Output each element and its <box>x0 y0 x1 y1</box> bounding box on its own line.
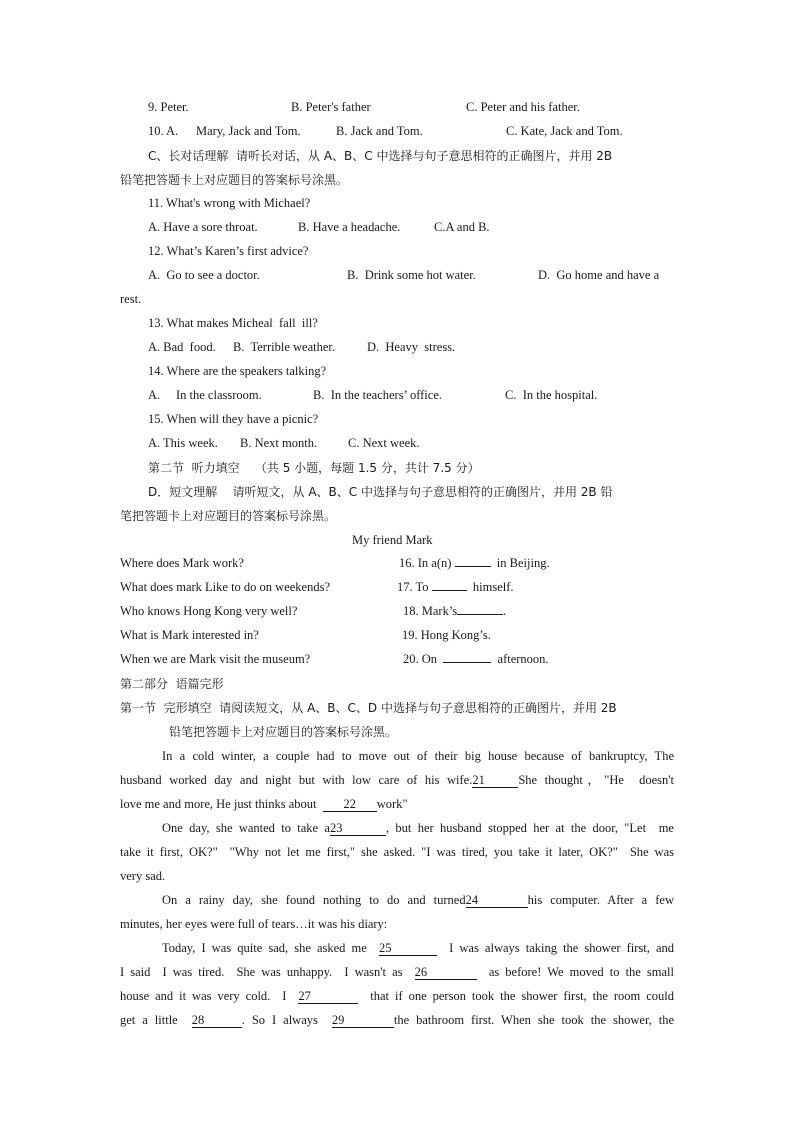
table-row-answer: 16. In a(n) in Beijing. <box>399 556 550 570</box>
q9-option-b: B. Peter's father <box>291 100 371 114</box>
q14-option-a-letter: A. <box>148 388 161 402</box>
passage-line: Today, I was quite sad, she asked me 25 I was always taking the shower first, and <box>162 941 675 955</box>
answer-blank-17[interactable] <box>432 590 467 591</box>
table-row-question: What is Mark interested in? <box>120 628 259 642</box>
cloze-instruction-cont: 铅笔把答题卡上对应题目的答案标号涂黑。 <box>169 725 398 739</box>
q14-stem: 14. Where are the speakers talking? <box>148 364 327 378</box>
q13-stem: 13. What makes Micheal fall ill? <box>148 316 318 330</box>
answer-blank-16[interactable] <box>455 566 491 567</box>
section-c-instruction-cont: 铅笔把答题卡上对应题目的答案标号涂黑。 <box>120 173 349 187</box>
cloze-blank-24[interactable]: 24 <box>466 893 528 908</box>
q12-option-a: A. Go to see a doctor. <box>148 268 260 282</box>
cloze-blank-26[interactable]: 26 <box>415 965 477 980</box>
answer-blank-18[interactable] <box>457 614 503 615</box>
q11-option-b: B. Have a headache. <box>298 220 401 234</box>
table-row-answer: 18. Mark’s . <box>403 604 507 618</box>
section-c-instruction: C、长对话理解 请听长对话，从 A、B、C 中选择与句子意思相符的正确图片，并用 2B <box>148 149 613 163</box>
passage-line: take it first, OK?" "Why not let me first," she asked. "I was tired, you take it later, OK?" She was <box>120 845 674 859</box>
passage-line: get a little 28 . So I always 29 the bathroom first. When she took the shower, the <box>120 1013 675 1027</box>
cloze-blank-27[interactable]: 27 <box>298 989 358 1004</box>
part-2-heading: 第二部分 语篇完形 <box>120 677 224 691</box>
q12-stem: 12. What’s Karen’s first advice? <box>148 244 309 258</box>
cloze-blank-21[interactable]: 21 <box>472 773 518 788</box>
cloze-blank-28[interactable]: 28 <box>192 1013 242 1028</box>
q12-option-d-cont: rest. <box>120 292 142 306</box>
passage-line: minutes, her eyes were full of tears…it was his diary: <box>120 917 388 931</box>
q13-option-a: A. Bad food. <box>148 340 216 354</box>
q15-option-b: B. Next month. <box>240 436 318 450</box>
q10-option-a: Mary, Jack and Tom. <box>196 124 301 138</box>
q10-option-b: B. Jack and Tom. <box>336 124 423 138</box>
q14-option-b: B. In the teachers’ office. <box>313 388 442 402</box>
cloze-blank-22[interactable]: 22 <box>323 797 377 812</box>
q9-option-c: C. Peter and his father. <box>466 100 580 114</box>
passage-line: On a rainy day, she found nothing to do and turned24 his computer. After a few <box>162 893 674 907</box>
q14-option-c: C. In the hospital. <box>505 388 598 402</box>
passage-line: husband worked day and night but with low care of his wife.21 She thought，"He doesn't <box>120 773 674 787</box>
passage-line: In a cold winter, a couple had to move out of their big house because of bankruptcy, The <box>162 749 674 763</box>
answer-blank-20[interactable] <box>443 662 491 663</box>
q15-stem: 15. When will they have a picnic? <box>148 412 319 426</box>
q15-option-c: C. Next week. <box>348 436 420 450</box>
section-d-instruction-cont: 笔把答题卡上对应题目的答案标号涂黑。 <box>120 509 337 523</box>
section-2-heading: 第二节 听力填空 （共 5 小题，每题 1.5 分，共计 7.5 分） <box>148 461 480 475</box>
section-d-instruction: D．短文理解 请听短文，从 A、B、C 中选择与句子意思相符的正确图片，并用 2B 铅 <box>148 485 613 499</box>
cloze-instruction: 第一节 完形填空 请阅读短文，从 A、B、C、D 中选择与句子意思相符的正确图片，并用 2B <box>120 701 617 715</box>
q12-option-d: D. Go home and have a <box>538 268 660 282</box>
q9-option-a: 9. Peter. <box>148 100 189 114</box>
table-title: My friend Mark <box>352 533 433 547</box>
q13-option-d: D. Heavy stress. <box>367 340 456 354</box>
q11-option-c: C.A and B. <box>434 220 490 234</box>
table-row-question: Where does Mark work? <box>120 556 244 570</box>
table-row-question: What does mark Like to do on weekends? <box>120 580 331 594</box>
table-row-answer: 17. To himself. <box>397 580 514 594</box>
passage-line: house and it was very cold. I 27 that if one person took the shower first, the room could <box>120 989 674 1003</box>
q13-option-b: B. Terrible weather. <box>233 340 335 354</box>
cloze-blank-23[interactable]: 23 <box>330 821 386 836</box>
passage-line: very sad. <box>120 869 166 883</box>
q11-option-a: A. Have a sore throat. <box>148 220 258 234</box>
cloze-blank-29[interactable]: 29 <box>332 1013 394 1028</box>
table-row-answer: 19. Hong Kong’s. <box>402 628 491 642</box>
passage-line: One day, she wanted to take a23 , but her husband stopped her at the door, "Let me <box>162 821 674 835</box>
q10-option-c: C. Kate, Jack and Tom. <box>506 124 623 138</box>
passage-line: I said I was tired. She was unhappy. I wasn't as 26 as before! We moved to the small <box>120 965 674 979</box>
q15-option-a: A. This week. <box>148 436 218 450</box>
q11-stem: 11. What's wrong with Michael? <box>148 196 311 210</box>
q14-option-a: In the classroom. <box>176 388 262 402</box>
table-row-answer: 20. On afternoon. <box>403 652 549 666</box>
passage-line: love me and more, He just thinks about 22 work" <box>120 797 408 811</box>
q12-option-b: B. Drink some hot water. <box>347 268 476 282</box>
table-row-question: When we are Mark visit the museum? <box>120 652 311 666</box>
table-row-question: Who knows Hong Kong very well? <box>120 604 298 618</box>
q10-number: 10. A. <box>148 124 179 138</box>
cloze-blank-25[interactable]: 25 <box>379 941 437 956</box>
